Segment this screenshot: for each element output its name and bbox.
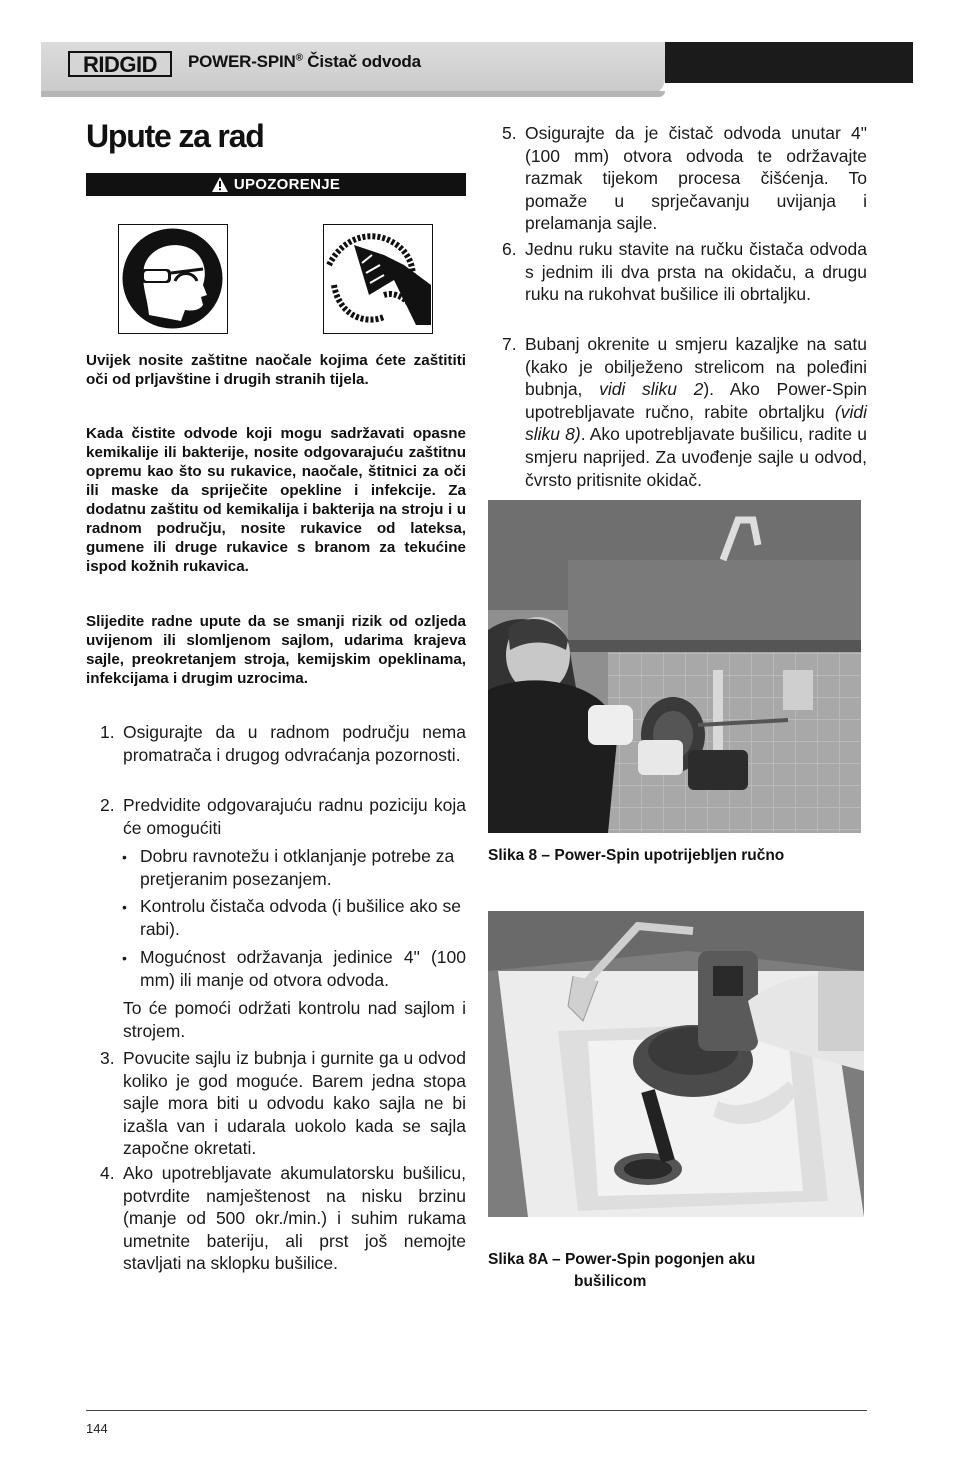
step-text: Jednu ruku stavite na ručku čistača odvoda s jednim ili dva prsta na okidaču, a drugu ruku na rukohvat bušilice ili obrtaljku. bbox=[525, 239, 867, 305]
step-number: 6. bbox=[502, 239, 517, 259]
step-note: To će pomoći održati kontrolu nad sajlom i strojem. bbox=[123, 998, 466, 1041]
step-number: 4. bbox=[100, 1163, 115, 1183]
figure-8-caption: Slika 8 – Power-Spin upotrijebljen ručno bbox=[488, 847, 785, 864]
page-number: 144 bbox=[86, 1421, 108, 1436]
step-number: 2. bbox=[100, 795, 115, 815]
step-number: 1. bbox=[100, 722, 115, 742]
step-text: Osigurajte da u radnom području nema promatrača i drugog odvraćanja pozornosti. bbox=[123, 722, 466, 765]
figure-8a-caption: Slika 8A – Power-Spin pogonjen aku bušilicom bbox=[488, 1251, 756, 1290]
cable-hazard-icon bbox=[323, 224, 433, 334]
warning-triangle-icon bbox=[212, 177, 228, 192]
bullet-text: Mogućnost održavanja jedinice 4" (100 mm) ili manje od otvora odvoda. bbox=[140, 947, 466, 990]
page-title: Upute za rad bbox=[86, 118, 264, 154]
step-number: 5. bbox=[502, 123, 517, 143]
step-number: 7. bbox=[502, 334, 517, 354]
safety-glasses-icon bbox=[118, 224, 228, 334]
step-text: Povucite sajlu iz bubnja i gurnite ga u odvod koliko je god moguće. Barem jedna stopa sajle mora biti u odvodu kako sajla ne bi izašla van i udarala uokolo kada se sajla započne okretati. bbox=[123, 1048, 466, 1159]
header-rule bbox=[41, 91, 665, 97]
figure-8-photo bbox=[488, 500, 861, 833]
step-text: Predvidite odgovarajuću radnu poziciju koja će omogućiti bbox=[123, 795, 466, 838]
footer-rule bbox=[86, 1410, 867, 1411]
ridgid-logo bbox=[68, 49, 172, 79]
step-number: 3. bbox=[100, 1048, 115, 1068]
figure-8a-photo bbox=[488, 911, 864, 1217]
header-black-block bbox=[665, 42, 913, 83]
header-title: POWER-SPIN® Čistač odvoda bbox=[188, 52, 421, 71]
warning-text-instructions: Slijedite radne upute da se smanji rizik od ozljeda uvijenom ili slomljenom sajlom, udarima krajeva sajle, preokretanjem stroja, kemijskim opeklinama, infekcijama i drugim uzrocima. bbox=[86, 613, 466, 687]
step-text: Ako upotrebljavate akumulatorsku bušilicu, potvrdite namještenost na nisku brzinu (manje od 500 okr./min.) i suhim rukama umetnite bateriju, ali prst još nemojte stavljati na sklopku bušilice. bbox=[123, 1163, 466, 1274]
bullet-text: Kontrolu čistača odvoda (i bušilice ako se rabi). bbox=[140, 896, 462, 939]
warning-banner: UPOZORENJE bbox=[86, 173, 466, 196]
warning-text-chemicals: Kada čistite odvode koji mogu sadržavati opasne kemikalije ili bakterije, nosite odgovarajuću zaštitnu opremu kao što su rukavice, naočale, štitnici za oči ili maske da spriječite opekline i infekcije. Za dodatnu zaštitu od kemikalija i bakterija na stroju i u radnom području, nosite rukavice od lateksa, gumene ili druge rukavice s branom za tekućine ispod kožnih rukavica. bbox=[86, 425, 466, 575]
step-text: Osigurajte da je čistač odvoda unutar 4" (100 mm) otvora odvoda te održavajte razmak tijekom procesa čišćenja. To pomaže u sprječavanju uvijanja i prelamanja sajle. bbox=[525, 123, 867, 234]
bullet-dot: • bbox=[122, 950, 127, 966]
warning-text-glasses: Uvijek nosite zaštitne naočale kojima ćete zaštititi oči od prljavštine i drugih stranih tijela. bbox=[86, 352, 466, 388]
step-text: Bubanj okrenite u smjeru kazaljke na satu (kako je obilježeno strelicom na poleđini bubnja, vidi sliku 2). Ako Power-Spin upotrebljavate ručno, rabite obrtaljku (vidi sliku 8). Ako upotrebljavate bušilicu, radite u smjeru naprijed. Za uvođenje sajle u odvod, čvrsto pritisnite okidač. bbox=[525, 334, 867, 490]
svg-text:RIDGID: RIDGID bbox=[83, 52, 157, 77]
bullet-text: Dobru ravnotežu i otklanjanje potrebe za pretjeranim posezanjem. bbox=[140, 846, 455, 889]
bullet-dot: • bbox=[122, 849, 127, 865]
bullet-dot: • bbox=[122, 899, 127, 915]
